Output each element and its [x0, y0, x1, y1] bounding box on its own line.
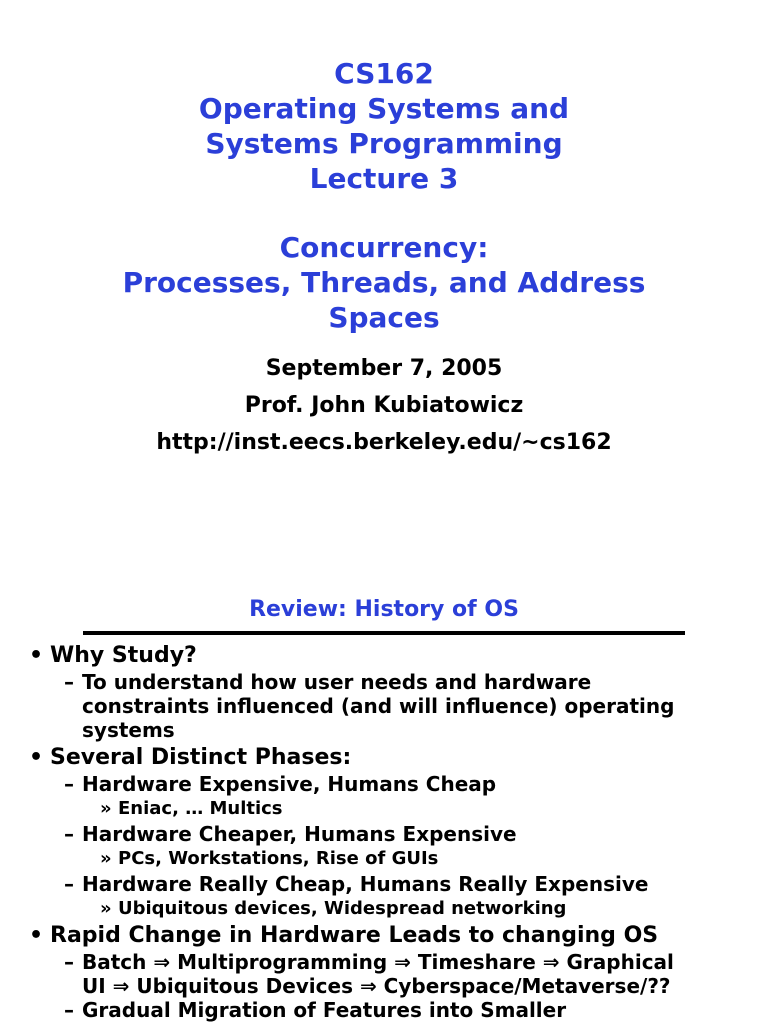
lecture-number: Lecture 3: [309, 162, 459, 195]
sub-bullet-text-line: systems: [82, 718, 175, 742]
sub-bullet-text: Hardware Really Cheap, Humans Really Expensive: [82, 872, 649, 896]
course-url[interactable]: http://inst.eecs.berkeley.edu/~cs162: [156, 430, 612, 455]
sub-sub-bullet-item: [0, 896, 768, 922]
bullet-text: Several Distinct Phases:: [50, 745, 352, 770]
bullet-item: [0, 642, 768, 670]
sub-bullet-text-line: UI ⇒ Ubiquitous Devices ⇒ Cyberspace/Metaverse/??: [82, 974, 671, 998]
sub-bullet-item: [0, 772, 768, 796]
sub-bullet-text: Hardware Cheaper, Humans Expensive: [82, 822, 517, 846]
sub-bullet-text-line: Batch ⇒ Multiprogramming ⇒ Timeshare ⇒ Graphical: [82, 950, 674, 974]
professor-name: Prof. John Kubiatowicz: [244, 393, 524, 418]
sub-bullet-item: [0, 670, 768, 742]
chevron-marker: »: [100, 848, 112, 869]
review-bullet-list: [0, 642, 768, 1022]
sub-bullet-text-line: constraints influenced (and will influence) operating: [82, 694, 675, 718]
review-slide-title: Review: History of OS: [249, 597, 519, 622]
title-slide-heading: [0, 56, 768, 335]
chevron-marker: »: [100, 898, 112, 919]
sub-sub-bullet-text: PCs, Workstations, Rise of GUIs: [118, 848, 439, 869]
sub-sub-bullet-text: Eniac, … Multics: [118, 798, 283, 819]
dash-marker: –: [64, 998, 74, 1022]
sub-bullet-item: [0, 950, 768, 998]
sub-bullet-text: Hardware Expensive, Humans Cheap: [82, 772, 497, 796]
sub-bullet-text-line: To understand how user needs and hardware: [82, 670, 592, 694]
bullet-item: [0, 922, 768, 950]
lecture-info: [0, 350, 768, 461]
sub-bullet-item: [0, 822, 768, 846]
course-code: CS162: [334, 57, 434, 90]
sub-sub-bullet-item: [0, 846, 768, 872]
dash-marker: –: [64, 872, 74, 896]
topic-line-3: Spaces: [328, 301, 440, 334]
dash-marker: –: [64, 950, 74, 974]
sub-sub-bullet-text: Ubiquitous devices, Widespread networking: [118, 898, 567, 919]
sub-bullet-item: [0, 998, 768, 1022]
topic-line-2: Processes, Threads, and Address: [122, 266, 646, 299]
dash-marker: –: [64, 822, 74, 846]
course-title-line-1: Operating Systems and: [198, 92, 570, 125]
bullet-text: Rapid Change in Hardware Leads to changing OS: [50, 923, 659, 948]
bullet-text: Why Study?: [50, 643, 197, 668]
course-title-line-2: Systems Programming: [205, 127, 563, 160]
sub-sub-bullet-item: [0, 796, 768, 822]
bullet-marker: •: [29, 643, 44, 668]
lecture-date: September 7, 2005: [265, 356, 503, 381]
bullet-marker: •: [29, 745, 44, 770]
sub-bullet-text: Gradual Migration of Features into Smaller: [82, 998, 567, 1022]
dash-marker: –: [64, 772, 74, 796]
dash-marker: –: [64, 670, 74, 694]
chevron-marker: »: [100, 798, 112, 819]
topic-line-1: Concurrency:: [279, 231, 489, 264]
title-divider: [83, 631, 685, 635]
sub-bullet-item: [0, 872, 768, 896]
bullet-item: [0, 744, 768, 772]
bullet-marker: •: [29, 923, 44, 948]
